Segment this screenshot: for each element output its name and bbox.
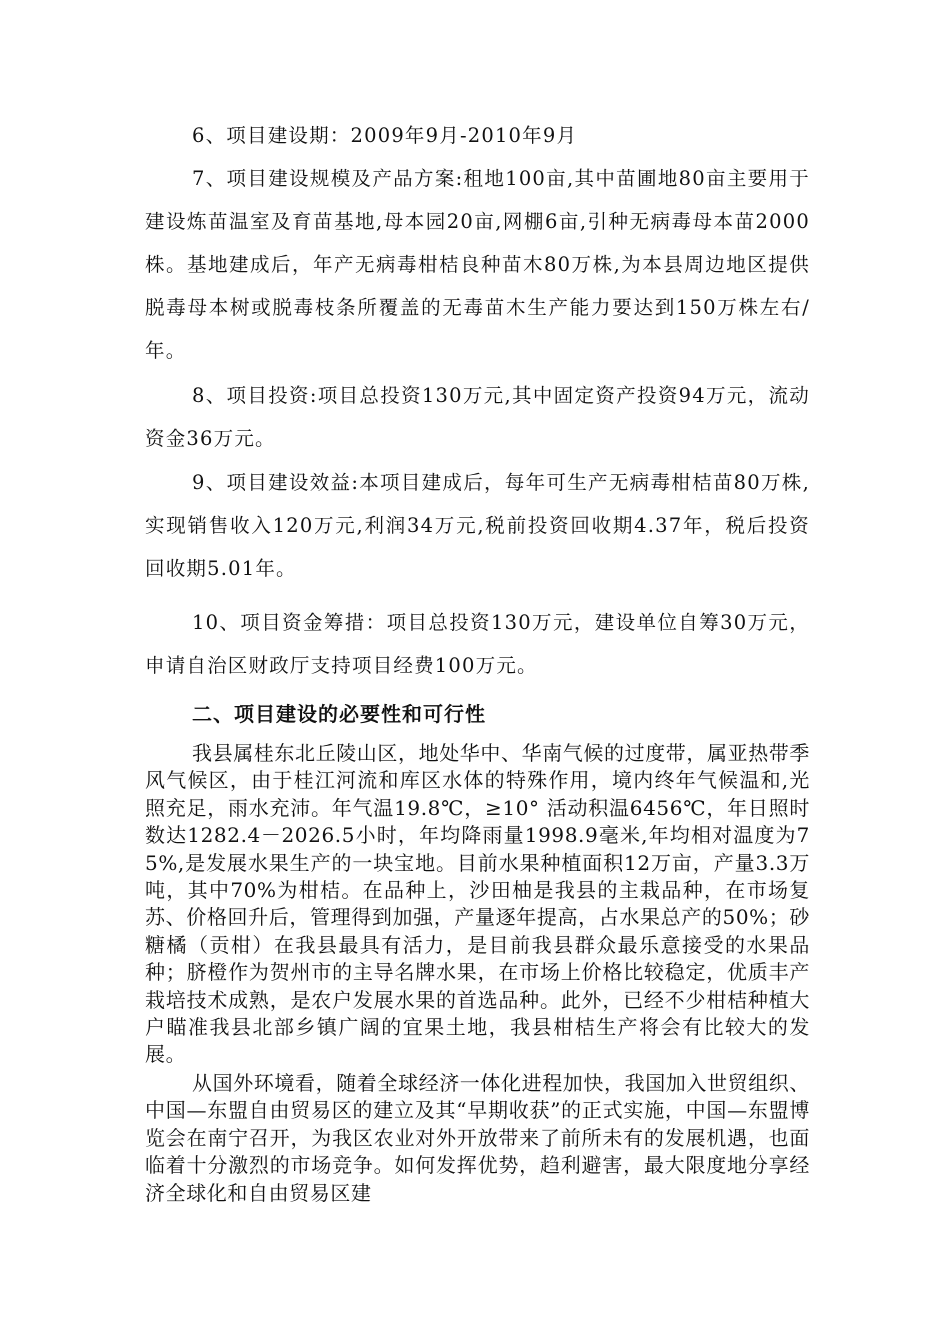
paragraph-external-environment: 从国外环境看，随着全球经济一体化进程加快，我国加入世贸组织、中国—东盟自由贸易区的建立及其“早期收获”的正式实施，中国—东盟博览会在南宁召开，为我区农业对外开放带来了前所未有的发展机遇，也面临着十分激烈的市场竞争。如何发挥优势，趋利避害，最大限度地分享经济全球化和自由贸易区建 xyxy=(145,1071,810,1205)
paragraph-local-conditions: 我县属桂东北丘陵山区，地处华中、华南气候的过度带，属亚热带季风气候区，由于桂江河流和库区水体的特殊作用，境内终年气候温和,光照充足，雨水充沛。年气温19.8℃，≥10° 活动积温6456℃，年日照时数达1282.4－2026.5小时，年均降雨量1998.9毫米,年均相对温度为75%,是发展水果生产的一块宝地。目前水果种植面积12万亩，产量3.3万吨，其中70%为柑桔。在品种上，沙田柚是我县的主栽品种，在市场复苏、价格回升后，管理得到加强，产量逐年提高，占水果总产的50%；砂糖橘（贡柑）在我县最具有活力，是目前我县群众最乐意接受的水果品种；脐橙作为贺州市的主导名牌水果，在市场上价格比较稳定，优质丰产栽培技术成熟，是农户发展水果的首选品种。此外，已经不少柑桔种植大户瞄准我县北部乡镇广阔的宜果土地，我县柑桔生产将会有比较大的发展。 xyxy=(145,741,810,1067)
item-10-funding: 10、项目资金筹措：项目总投资130万元，建设单位自筹30万元，申请自治区财政厅支持项目经费100万元。 xyxy=(145,611,810,677)
item-9-benefits: 9、项目建设效益:本项目建成后，每年可生产无病毒柑桔苗80万株,实现销售收入120万元,利润34万元,税前投资回收期4.37年，税后投资回收期5.01年。 xyxy=(145,471,810,580)
item-6-schedule: 6、项目建设期：2009年9月-2010年9月 xyxy=(192,124,578,147)
item-8-investment: 8、项目投资:项目总投资130万元,其中固定资产投资94万元，流动资金36万元。 xyxy=(145,384,810,450)
section-heading: 二、项目建设的必要性和可行性 xyxy=(192,702,486,726)
item-7-scale-and-products: 7、项目建设规模及产品方案:租地100亩,其中苗圃地80亩主要用于建设炼苗温室及育苗基地,母本园20亩,网棚6亩,引种无病毒母本苗2000株。基地建成后，年产无病毒柑桔良种苗木80万株,为本县周边地区提供脱毒母本树或脱毒枝条所覆盖的无毒苗木生产能力要达到150万株左右/年。 xyxy=(145,167,810,362)
